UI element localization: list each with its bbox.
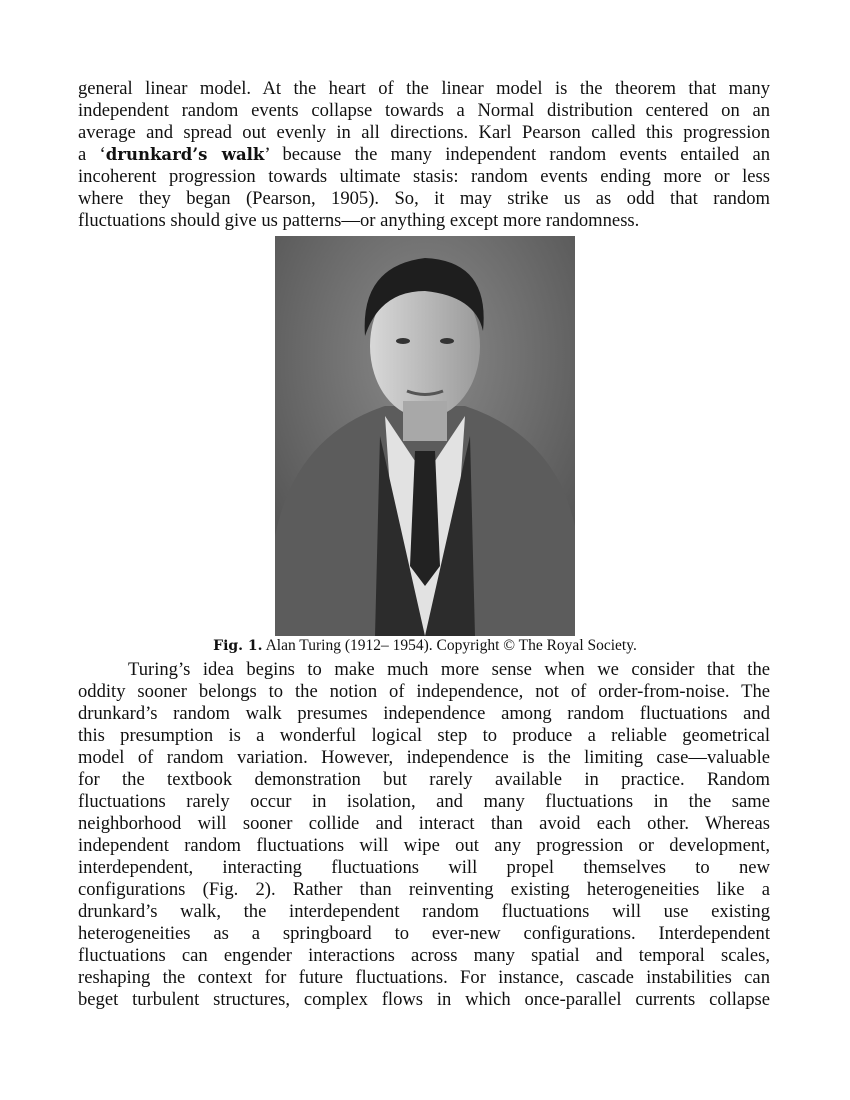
- text-line: model of random variation. However, independence is the limiting case—valuable: [78, 747, 770, 768]
- text-line: configurations (Fig. 2). Rather than reinventing existing heterogeneities like a: [78, 879, 770, 900]
- text-line: neighborhood will sooner collide and interact than avoid each other. Whereas: [78, 813, 770, 834]
- text-line: Turing’s idea begins to make much more sense when we consider that the: [128, 659, 770, 680]
- bold-term: drunkard’s walk: [105, 145, 265, 164]
- figure-photo-portrait: [275, 236, 575, 636]
- text-line: for the textbook demonstration but rarely available in practice. Random: [78, 769, 770, 790]
- text-segment: ’ because the many independent random events entailed an: [264, 144, 771, 165]
- paragraph-1: [78, 78, 770, 232]
- text-line: oddity sooner belongs to the notion of independence, not of order-from-noise. The: [78, 681, 770, 702]
- text-line: drunkard’s random walk presumes independence among random fluctuations and: [78, 703, 770, 724]
- text-line: drunkard’s walk, the interdependent random fluctuations will use existing: [78, 901, 770, 922]
- text-line: incoherent progression towards ultimate stasis: random events ending more or less: [78, 166, 770, 187]
- text-line: this presumption is a wonderful logical step to produce a reliable geometrical: [78, 725, 770, 746]
- text-segment: a ‘: [78, 144, 106, 165]
- text-line: fluctuations can engender interactions across many spatial and temporal scales,: [78, 945, 770, 966]
- figure-label: Fig. 1.: [213, 638, 263, 654]
- text-line: [78, 144, 770, 166]
- text-line: where they began (Pearson, 1905). So, it may strike us as odd that random: [78, 188, 770, 209]
- text-line: reshaping the context for future fluctuations. For instance, cascade instabilities can: [78, 967, 770, 988]
- text-line: beget turbulent structures, complex flows in which once-parallel currents collapse: [78, 989, 770, 1010]
- text-line: fluctuations should give us patterns—or anything except more randomness.: [78, 210, 640, 231]
- text-line: interdependent, interacting fluctuations will propel themselves to new: [78, 857, 770, 878]
- text-line: independent random events collapse towards a Normal distribution centered on an: [78, 100, 770, 121]
- figure-caption-text: Alan Turing (1912– 1954). Copyright © The Royal Society.: [265, 637, 637, 654]
- text-line: heterogeneities as a springboard to ever-new configurations. Interdependent: [78, 923, 770, 944]
- text-line: independent random fluctuations will wipe out any progression or development,: [78, 835, 770, 856]
- text-line: average and spread out evenly in all directions. Karl Pearson called this progression: [78, 122, 770, 143]
- text-line: fluctuations rarely occur in isolation, and many fluctuations in the same: [78, 791, 770, 812]
- paragraph-2: [78, 659, 770, 1011]
- text-line: general linear model. At the heart of the linear model is the theorem that many: [78, 78, 770, 99]
- figure-caption: [0, 636, 850, 656]
